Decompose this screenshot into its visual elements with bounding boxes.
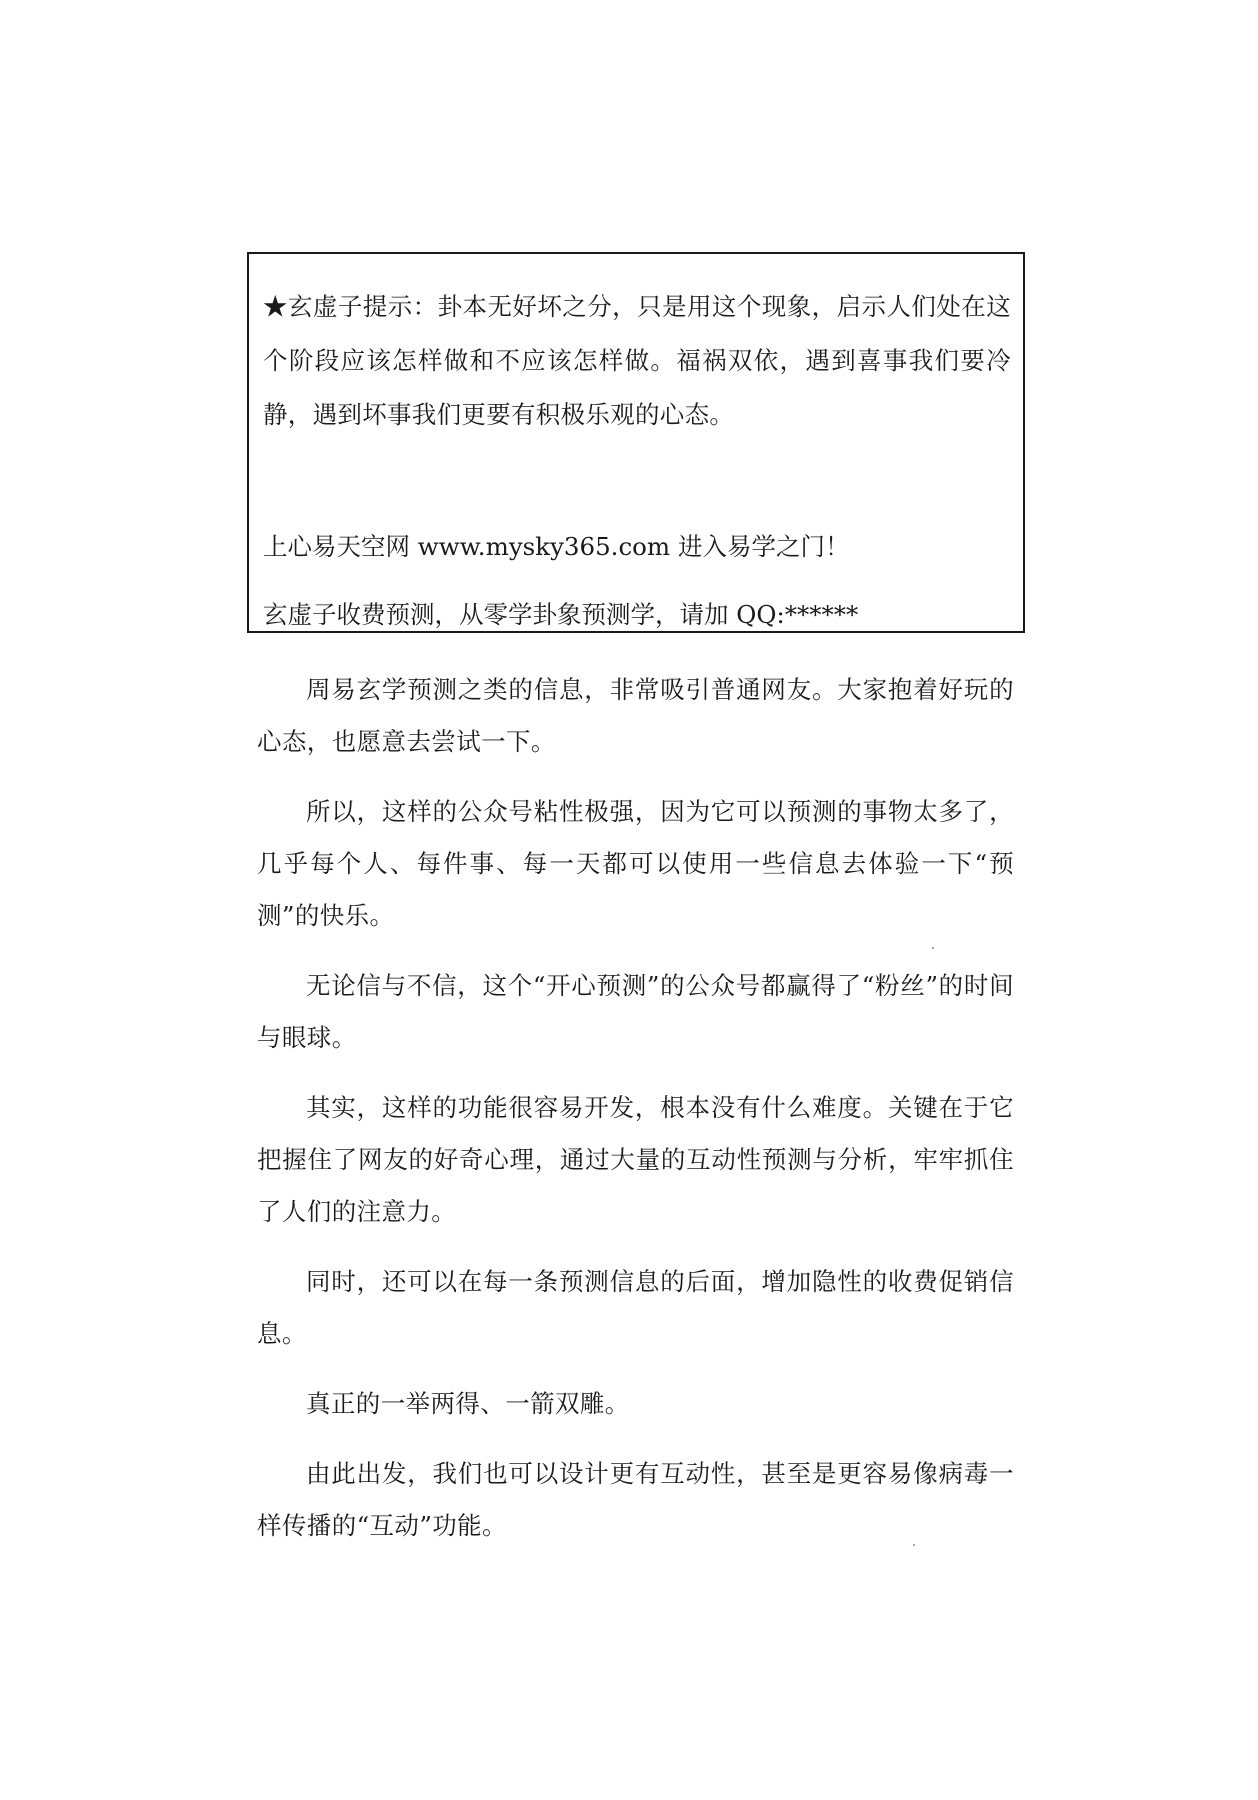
paragraph: 无论信与不信，这个“开心预测”的公众号都赢得了“粉丝”的时间与眼球。: [257, 971, 1014, 1052]
paragraph: 其实，这样的功能很容易开发，根本没有什么难度。关键在于它把握住了网友的好奇心理，通过大量的互动性预测与分析，牢牢抓住了人们的注意力。: [257, 1093, 1014, 1226]
body-text: [257, 664, 1014, 1552]
paragraph: 由此出发，我们也可以设计更有互动性，甚至是更容易像病毒一样传播的“互动”功能。: [257, 1459, 1014, 1540]
scan-speck: [913, 1544, 915, 1546]
contact-line: 玄虚子收费预测，从零学卦象预测学，请加 QQ:******: [263, 600, 859, 629]
paragraph: 真正的一举两得、一箭双雕。: [306, 1389, 630, 1418]
scan-speck: [932, 947, 934, 949]
paragraph: 同时，还可以在每一条预测信息的后面，增加隐性的收费促销信息。: [257, 1267, 1014, 1348]
paragraph: 周易玄学预测之类的信息，非常吸引普通网友。大家抱着好玩的心态，也愿意去尝试一下。: [257, 675, 1014, 756]
paragraph: 所以，这样的公众号粘性极强，因为它可以预测的事物太多了，几乎每个人、每件事、每一天都可以使用一些信息去体验一下“预测”的快乐。: [257, 797, 1014, 930]
site-line: 上心易天空网 www.mysky365.com 进入易学之门！: [263, 532, 850, 561]
tip-text: ★玄虚子提示：卦本无好坏之分，只是用这个现象，启示人们处在这个阶段应该怎样做和不应该怎样做。福祸双依，遇到喜事我们要冷静，遇到坏事我们更要有积极乐观的心态。: [263, 292, 1011, 429]
tip-box: [247, 252, 1025, 633]
